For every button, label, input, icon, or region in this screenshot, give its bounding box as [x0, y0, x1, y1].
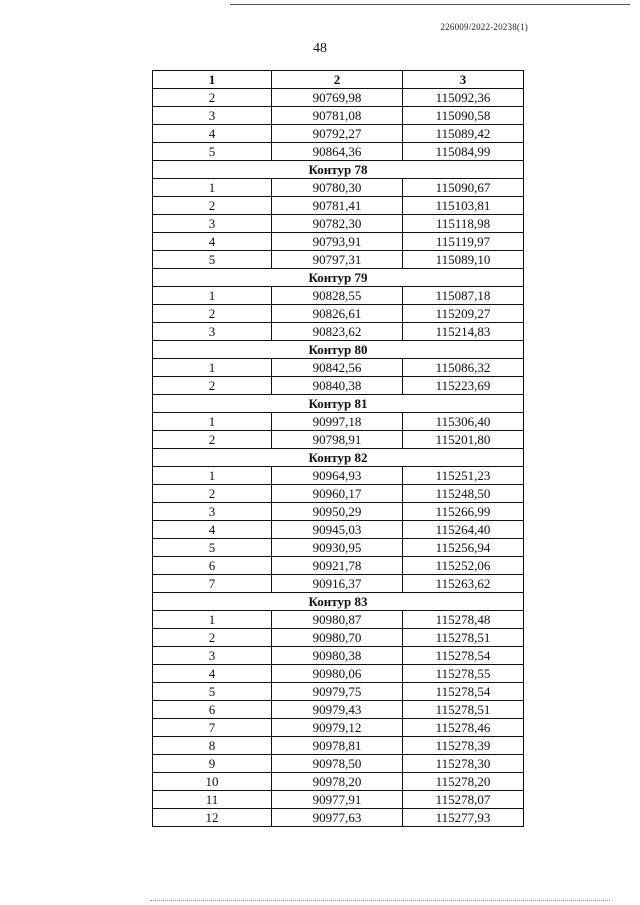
y-coordinate-cell: 115278,46 [403, 719, 524, 737]
table-row [153, 575, 524, 593]
table-row [153, 539, 524, 557]
x-coordinate-cell: 90792,27 [272, 125, 403, 143]
table-row [153, 431, 524, 449]
point-number-cell: 11 [153, 791, 272, 809]
point-number-cell: 4 [153, 665, 272, 683]
x-coordinate-cell: 90769,98 [272, 89, 403, 107]
y-coordinate-cell: 115103,81 [403, 197, 524, 215]
x-coordinate-cell: 90950,29 [272, 503, 403, 521]
point-number-cell: 3 [153, 215, 272, 233]
x-coordinate-cell: 90930,95 [272, 539, 403, 557]
point-number-cell: 5 [153, 683, 272, 701]
column-header-y: 3 [403, 71, 524, 89]
x-coordinate-cell: 90978,50 [272, 755, 403, 773]
table-row [153, 467, 524, 485]
y-coordinate-cell: 115278,54 [403, 647, 524, 665]
x-coordinate-cell: 90782,30 [272, 215, 403, 233]
table-body [153, 89, 524, 827]
table-row [153, 197, 524, 215]
point-number-cell: 4 [153, 125, 272, 143]
x-coordinate-cell: 90977,63 [272, 809, 403, 827]
section-header-row [153, 593, 524, 611]
y-coordinate-cell: 115278,55 [403, 665, 524, 683]
point-number-cell: 4 [153, 233, 272, 251]
y-coordinate-cell: 115278,48 [403, 611, 524, 629]
y-coordinate-cell: 115084,99 [403, 143, 524, 161]
point-number-cell: 6 [153, 557, 272, 575]
y-coordinate-cell: 115278,07 [403, 791, 524, 809]
y-coordinate-cell: 115278,39 [403, 737, 524, 755]
y-coordinate-cell: 115278,51 [403, 701, 524, 719]
x-coordinate-cell: 90823,62 [272, 323, 403, 341]
x-coordinate-cell: 90979,75 [272, 683, 403, 701]
bottom-scan-marks [150, 900, 610, 901]
coordinates-table [152, 70, 524, 827]
x-coordinate-cell: 90980,70 [272, 629, 403, 647]
y-coordinate-cell: 115264,40 [403, 521, 524, 539]
x-coordinate-cell: 90964,93 [272, 467, 403, 485]
table-row [153, 701, 524, 719]
x-coordinate-cell: 90997,18 [272, 413, 403, 431]
table-row [153, 359, 524, 377]
y-coordinate-cell: 115263,62 [403, 575, 524, 593]
y-coordinate-cell: 115251,23 [403, 467, 524, 485]
y-coordinate-cell: 115086,32 [403, 359, 524, 377]
point-number-cell: 2 [153, 377, 272, 395]
point-number-cell: 7 [153, 575, 272, 593]
table-row [153, 755, 524, 773]
x-coordinate-cell: 90840,38 [272, 377, 403, 395]
y-coordinate-cell: 115306,40 [403, 413, 524, 431]
table-row [153, 521, 524, 539]
x-coordinate-cell: 90864,36 [272, 143, 403, 161]
point-number-cell: 3 [153, 647, 272, 665]
table-row [153, 773, 524, 791]
table-row [153, 557, 524, 575]
y-coordinate-cell: 115119,97 [403, 233, 524, 251]
point-number-cell: 2 [153, 89, 272, 107]
x-coordinate-cell: 90980,06 [272, 665, 403, 683]
table-row [153, 413, 524, 431]
x-coordinate-cell: 90979,12 [272, 719, 403, 737]
point-number-cell: 12 [153, 809, 272, 827]
y-coordinate-cell: 115266,99 [403, 503, 524, 521]
y-coordinate-cell: 115278,30 [403, 755, 524, 773]
point-number-cell: 1 [153, 413, 272, 431]
point-number-cell: 5 [153, 143, 272, 161]
table-row [153, 251, 524, 269]
point-number-cell: 1 [153, 467, 272, 485]
section-title: Контур 82 [153, 449, 524, 467]
section-header-row [153, 161, 524, 179]
point-number-cell: 1 [153, 359, 272, 377]
point-number-cell: 2 [153, 431, 272, 449]
column-header-x: 2 [272, 71, 403, 89]
y-coordinate-cell: 115278,54 [403, 683, 524, 701]
x-coordinate-cell: 90781,08 [272, 107, 403, 125]
table-row [153, 377, 524, 395]
x-coordinate-cell: 90960,17 [272, 485, 403, 503]
x-coordinate-cell: 90978,81 [272, 737, 403, 755]
point-number-cell: 1 [153, 287, 272, 305]
y-coordinate-cell: 115092,36 [403, 89, 524, 107]
table-row [153, 233, 524, 251]
section-title: Контур 80 [153, 341, 524, 359]
table-row [153, 179, 524, 197]
document-id: 226009/2022-20238(1) [440, 22, 528, 32]
table-row [153, 809, 524, 827]
y-coordinate-cell: 115223,69 [403, 377, 524, 395]
x-coordinate-cell: 90842,56 [272, 359, 403, 377]
point-number-cell: 5 [153, 539, 272, 557]
table-row [153, 611, 524, 629]
table-row [153, 683, 524, 701]
table-row [153, 107, 524, 125]
table-row [153, 305, 524, 323]
x-coordinate-cell: 90798,91 [272, 431, 403, 449]
x-coordinate-cell: 90828,55 [272, 287, 403, 305]
section-header-row [153, 341, 524, 359]
table-row [153, 125, 524, 143]
point-number-cell: 3 [153, 107, 272, 125]
point-number-cell: 1 [153, 179, 272, 197]
point-number-cell: 2 [153, 197, 272, 215]
table-row [153, 719, 524, 737]
section-title: Контур 81 [153, 395, 524, 413]
y-coordinate-cell: 115089,10 [403, 251, 524, 269]
point-number-cell: 3 [153, 503, 272, 521]
table-row [153, 791, 524, 809]
x-coordinate-cell: 90945,03 [272, 521, 403, 539]
x-coordinate-cell: 90916,37 [272, 575, 403, 593]
table-row [153, 485, 524, 503]
y-coordinate-cell: 115089,42 [403, 125, 524, 143]
point-number-cell: 9 [153, 755, 272, 773]
point-number-cell: 8 [153, 737, 272, 755]
x-coordinate-cell: 90980,38 [272, 647, 403, 665]
table-header-row [153, 71, 524, 89]
table-row [153, 647, 524, 665]
section-header-row [153, 269, 524, 287]
table-row [153, 287, 524, 305]
x-coordinate-cell: 90780,30 [272, 179, 403, 197]
point-number-cell: 2 [153, 305, 272, 323]
point-number-cell: 7 [153, 719, 272, 737]
table-row [153, 143, 524, 161]
y-coordinate-cell: 115201,80 [403, 431, 524, 449]
x-coordinate-cell: 90978,20 [272, 773, 403, 791]
x-coordinate-cell: 90977,91 [272, 791, 403, 809]
x-coordinate-cell: 90921,78 [272, 557, 403, 575]
x-coordinate-cell: 90793,91 [272, 233, 403, 251]
point-number-cell: 4 [153, 521, 272, 539]
point-number-cell: 6 [153, 701, 272, 719]
section-title: Контур 78 [153, 161, 524, 179]
table-row [153, 215, 524, 233]
point-number-cell: 3 [153, 323, 272, 341]
y-coordinate-cell: 115090,67 [403, 179, 524, 197]
table-row [153, 629, 524, 647]
y-coordinate-cell: 115252,06 [403, 557, 524, 575]
table-row [153, 89, 524, 107]
point-number-cell: 2 [153, 629, 272, 647]
point-number-cell: 10 [153, 773, 272, 791]
x-coordinate-cell: 90980,87 [272, 611, 403, 629]
top-rule [230, 4, 630, 5]
table-row [153, 503, 524, 521]
section-header-row [153, 395, 524, 413]
point-number-cell: 2 [153, 485, 272, 503]
section-header-row [153, 449, 524, 467]
x-coordinate-cell: 90781,41 [272, 197, 403, 215]
y-coordinate-cell: 115256,94 [403, 539, 524, 557]
y-coordinate-cell: 115277,93 [403, 809, 524, 827]
x-coordinate-cell: 90797,31 [272, 251, 403, 269]
table-row [153, 665, 524, 683]
point-number-cell: 1 [153, 611, 272, 629]
y-coordinate-cell: 115278,51 [403, 629, 524, 647]
section-title: Контур 83 [153, 593, 524, 611]
x-coordinate-cell: 90979,43 [272, 701, 403, 719]
y-coordinate-cell: 115214,83 [403, 323, 524, 341]
y-coordinate-cell: 115278,20 [403, 773, 524, 791]
y-coordinate-cell: 115087,18 [403, 287, 524, 305]
y-coordinate-cell: 115090,58 [403, 107, 524, 125]
y-coordinate-cell: 115209,27 [403, 305, 524, 323]
y-coordinate-cell: 115118,98 [403, 215, 524, 233]
y-coordinate-cell: 115248,50 [403, 485, 524, 503]
point-number-cell: 5 [153, 251, 272, 269]
x-coordinate-cell: 90826,61 [272, 305, 403, 323]
page-number: 48 [313, 41, 327, 56]
section-title: Контур 79 [153, 269, 524, 287]
table-row [153, 323, 524, 341]
column-header-point: 1 [153, 71, 272, 89]
table-row [153, 737, 524, 755]
